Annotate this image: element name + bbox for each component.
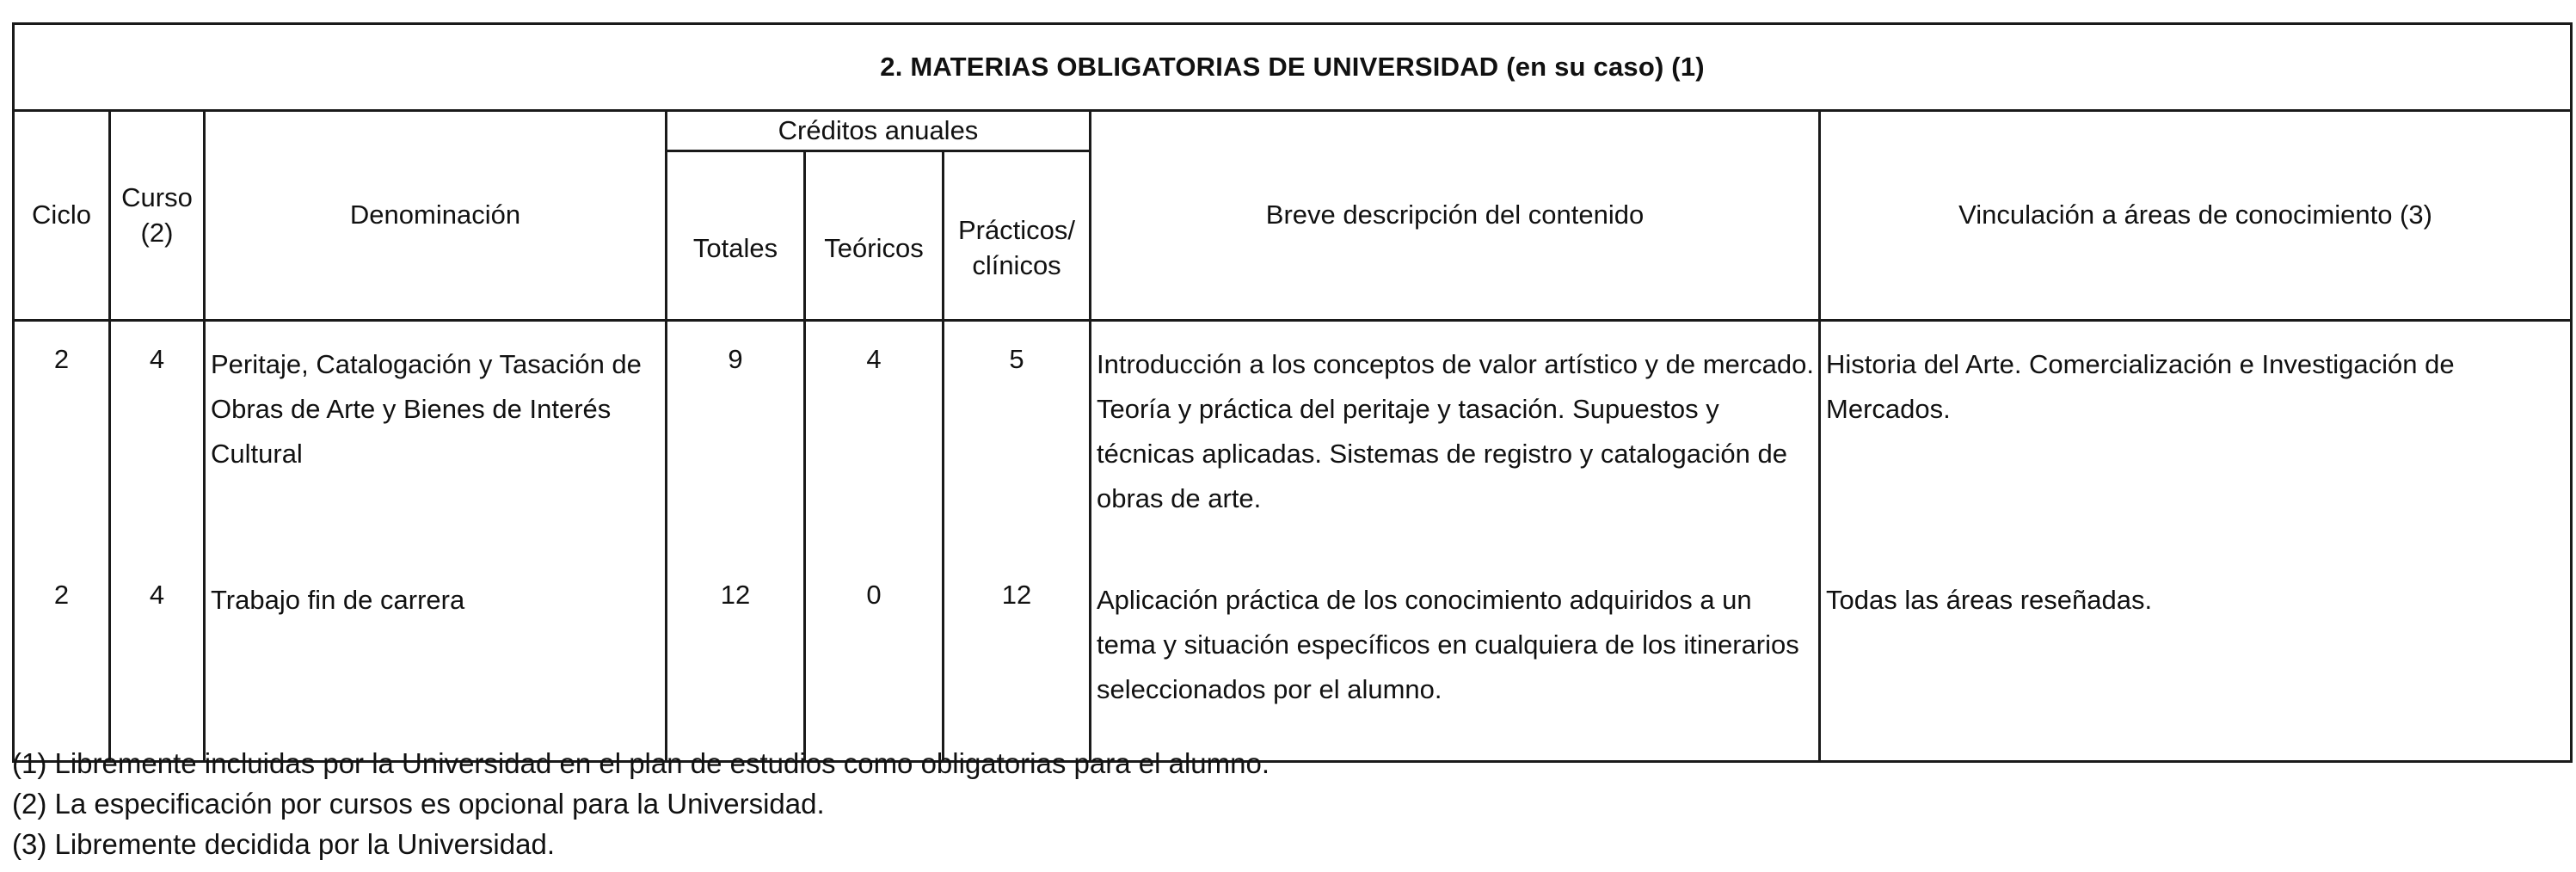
row2-curso: 4 xyxy=(149,580,165,610)
row1-ciclo: 2 xyxy=(53,344,70,374)
footnote-2: (2) La especificación por cursos es opcional para la Universidad. xyxy=(12,788,825,820)
row1-descripcion: Introducción a los conceptos de valor artístico y de mercado. Teoría y práctica del peritaje y tasación. Supuestos y técnicas aplicadas. Sistemas de registro y catalogación de obras de arte. xyxy=(1097,349,1814,513)
header-teoricos: Teóricos xyxy=(805,151,944,321)
row2-totales: 12 xyxy=(720,580,751,610)
row2-vinculacion: Todas las áreas reseñadas. xyxy=(1826,585,2153,615)
row2-ciclo: 2 xyxy=(53,580,70,610)
header-creditos-anuales: Créditos anuales xyxy=(667,111,1091,151)
row2-descripcion: Aplicación práctica de los conocimiento adquiridos a un tema y situación específicos en cualquiera de los itinerarios seleccionados por el alumno. xyxy=(1097,585,1799,704)
header-curso-line1: Curso xyxy=(121,181,193,212)
row1-denominacion: Peritaje, Catalogación y Tasación de Obras de Arte y Bienes de Interés Cultural xyxy=(211,349,642,469)
row2-practicos: 12 xyxy=(1001,580,1032,610)
header-denominacion: Denominación xyxy=(205,111,667,321)
row1-vinculacion: Historia del Arte. Comercialización e Investigación de Mercados. xyxy=(1826,349,2455,424)
table-body-row xyxy=(14,321,2572,762)
footnote-3: (3) Libremente decidida por la Universidad. xyxy=(12,828,555,860)
row2-denominacion: Trabajo fin de carrera xyxy=(211,585,465,615)
header-curso xyxy=(110,111,205,321)
header-practicos xyxy=(944,151,1091,321)
header-ciclo: Ciclo xyxy=(14,111,110,321)
header-practicos-line1: Prácticos/ xyxy=(957,215,1076,246)
header-practicos-line2: clínicos xyxy=(972,250,1061,280)
footnote-1: (1) Libremente incluidas por la Universidad en el plan de estudios como obligatorias para el alumno. xyxy=(12,747,1270,779)
header-descripcion: Breve descripción del contenido xyxy=(1091,111,1820,321)
row1-teoricos: 4 xyxy=(866,344,882,374)
header-vinculacion: Vinculación a áreas de conocimiento (3) xyxy=(1820,111,2572,321)
header-totales: Totales xyxy=(667,151,805,321)
row2-teoricos: 0 xyxy=(866,580,882,610)
row1-curso: 4 xyxy=(149,344,165,374)
table-title: 2. MATERIAS OBLIGATORIAS DE UNIVERSIDAD (en su caso) (1) xyxy=(14,24,2572,111)
materias-table-container xyxy=(12,22,2573,763)
footnotes xyxy=(12,743,1270,864)
header-curso-line2: (2) xyxy=(140,217,174,248)
row1-practicos: 5 xyxy=(1009,344,1024,374)
materias-table xyxy=(12,22,2573,763)
row1-totales: 9 xyxy=(728,344,743,374)
